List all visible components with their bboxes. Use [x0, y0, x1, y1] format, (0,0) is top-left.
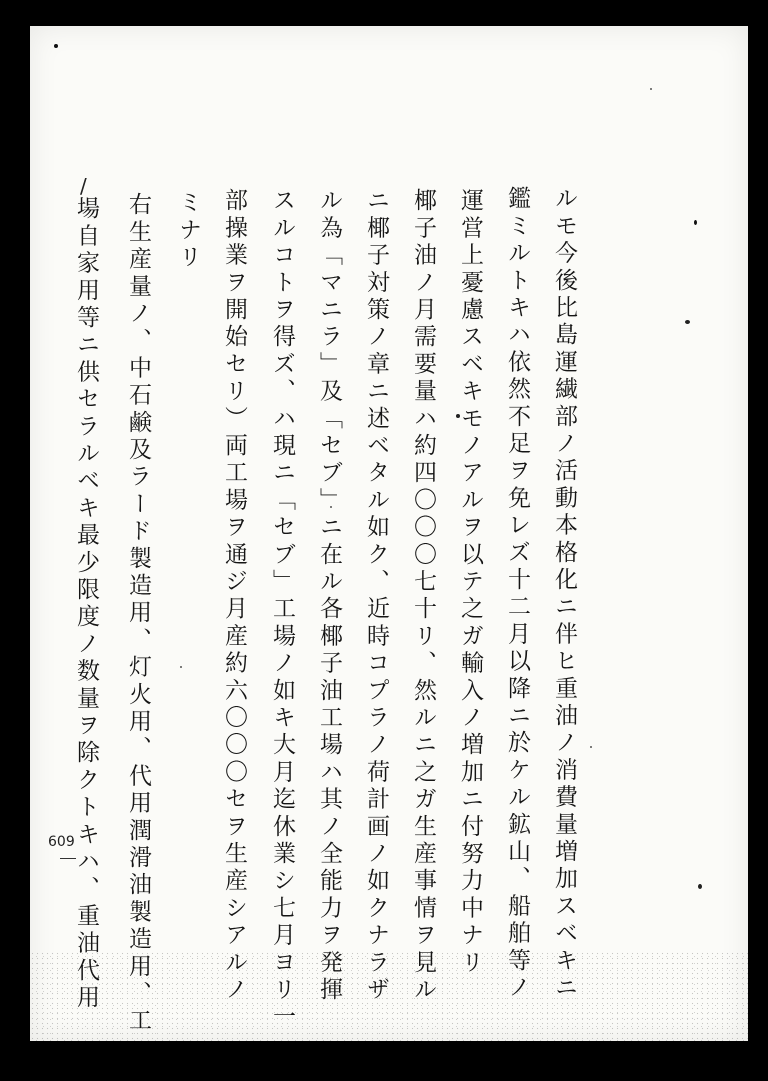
text-column-7: スルコトヲ得ズ、ハ現ニ「セブ」工場ノ如キ大月迄休業シ七月ヨリ一 [269, 188, 295, 1032]
text-column-9: ミナリ [175, 190, 201, 272]
text-column-4: 椰子油ノ月需要量ハ約四〇〇〇七十リ、然ルニ之ガ生産事情ヲ見ル [410, 188, 436, 1004]
scan-speck [698, 884, 702, 889]
scan-speck [685, 320, 690, 324]
text-column-3: 運営上憂慮スベキモノアルヲ以テ之ガ輸入ノ増加ニ付努力中ナリ [457, 188, 483, 977]
scan-speck [694, 220, 697, 225]
scan-speck [650, 88, 652, 90]
scan-speck [590, 746, 592, 748]
text-column-5: ニ椰子対策ノ章ニ述ベタル如ク、近時コプラノ荷計画ノ如クナラザ [363, 188, 389, 1004]
scan-speck [54, 44, 58, 48]
text-column-8: 部操業ヲ開始セリ）両工場ヲ通ジ月産約六〇〇〇セヲ生産シアルノ [221, 188, 247, 1004]
text-column-2: 鑑ミルトキハ依然不足ヲ免レズ十二月以降ニ於ケル鉱山、船舶等ノ [504, 186, 530, 1002]
document-page [30, 26, 748, 1041]
text-column-6: ル為「マニラ」及「セブ」ニ在ル各椰子油工場ハ其ノ全能力ヲ発揮 [316, 188, 342, 1004]
page-marker: / [80, 174, 87, 198]
text-column-10: 右生産量ノ、中石鹸及ラード製造用、灯火用、代用潤滑油製造用、工 [125, 192, 151, 1036]
page-number: 609 [48, 834, 75, 850]
text-column-1: ルモ今後比島運繊部ノ活動本格化ニ伴ヒ重油ノ消費量増加スベキニ [551, 186, 577, 1002]
text-column-11: 場自家用等ニ供セラルベキ最少限度ノ数量ヲ除クトキハ、重油代用 [73, 196, 99, 1012]
scan-speck [180, 666, 182, 668]
